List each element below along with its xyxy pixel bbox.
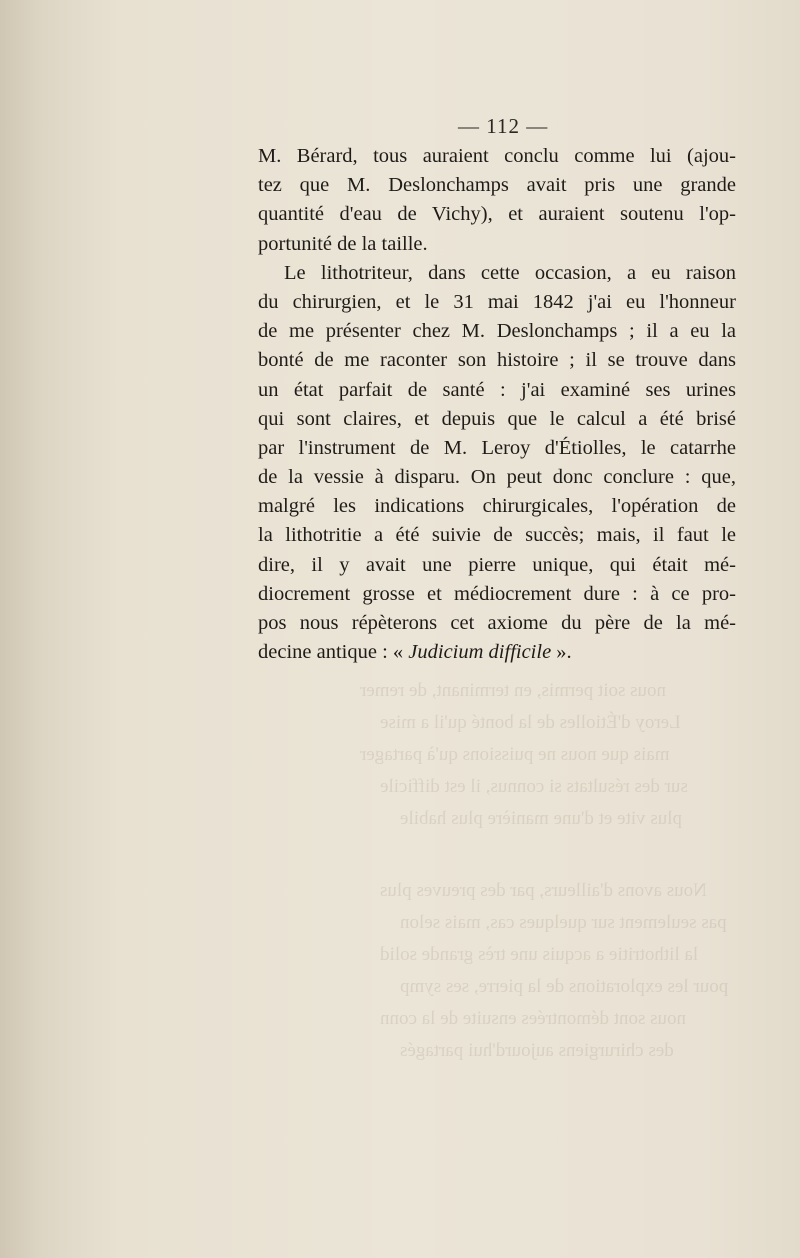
- text-line-final: [258, 638, 736, 667]
- final-line-prefix: decine antique : «: [258, 641, 409, 664]
- text-line: la lithotritie a été suivie de succès; mais, il faut le: [258, 524, 736, 547]
- text-line: du chirurgien, et le 31 mai 1842 j'ai eu l'honneur: [258, 290, 736, 313]
- paragraph-1: [258, 142, 736, 259]
- final-line-suffix: ».: [551, 641, 572, 664]
- text-line: Le lithotriteur, dans cette occasion, a eu raison: [284, 261, 736, 284]
- text-line: qui sont claires, et depuis que le calcul a été brisé: [258, 407, 736, 430]
- body-text: [258, 142, 736, 667]
- text-line: malgré les indications chirurgicales, l'opération de: [258, 495, 736, 518]
- text-line: par l'instrument de M. Leroy d'Étiolles, le catarrhe: [258, 436, 736, 459]
- paragraph-2: [258, 259, 736, 668]
- text-line: un état parfait de santé : j'ai examiné ses urines: [258, 378, 736, 401]
- text-line: de me présenter chez M. Deslonchamps ; il a eu la: [258, 320, 736, 343]
- text-line: quantité d'eau de Vichy), et auraient soutenu l'op-: [258, 203, 736, 226]
- text-line: diocrement grosse et médiocrement dure : à ce pro-: [258, 582, 736, 605]
- page-number: — 112 —: [458, 114, 549, 138]
- text-line: tez que M. Deslonchamps avait pris une grande: [258, 174, 736, 197]
- text-line: de la vessie à disparu. On peut donc conclure : que,: [258, 466, 736, 489]
- text-line: bonté de me raconter son histoire ; il se trouve dans: [258, 349, 736, 372]
- show-through-texture: nous soit permis, en terminant, de remer Leroy d'Étiolles de la bonté qu'il a mise mais que nous ne puissions qu'à partager sur des résultats si connus, il est difficile plus vite et d'une manière plus habile Nous avons d'ailleurs, par des preuves plus pas seulement sur quelques cas, mais selon la lithotritie a acquis une très grande solid pour les explorations de la pierre, ses symp nous sont démontrées ensuite de la conn des chirurgiens aujourd'hui partagés: [360, 680, 729, 1061]
- text-line: pos nous répèterons cet axiome du père de la mé-: [258, 612, 736, 634]
- text-line: M. Bérard, tous auraient conclu comme lui (ajou-: [258, 145, 736, 167]
- latin-quote: Judicium difficile: [408, 641, 552, 664]
- text-line: dire, il y avait une pierre unique, qui était mé-: [258, 553, 736, 576]
- text-line: portunité de la taille.: [258, 232, 428, 255]
